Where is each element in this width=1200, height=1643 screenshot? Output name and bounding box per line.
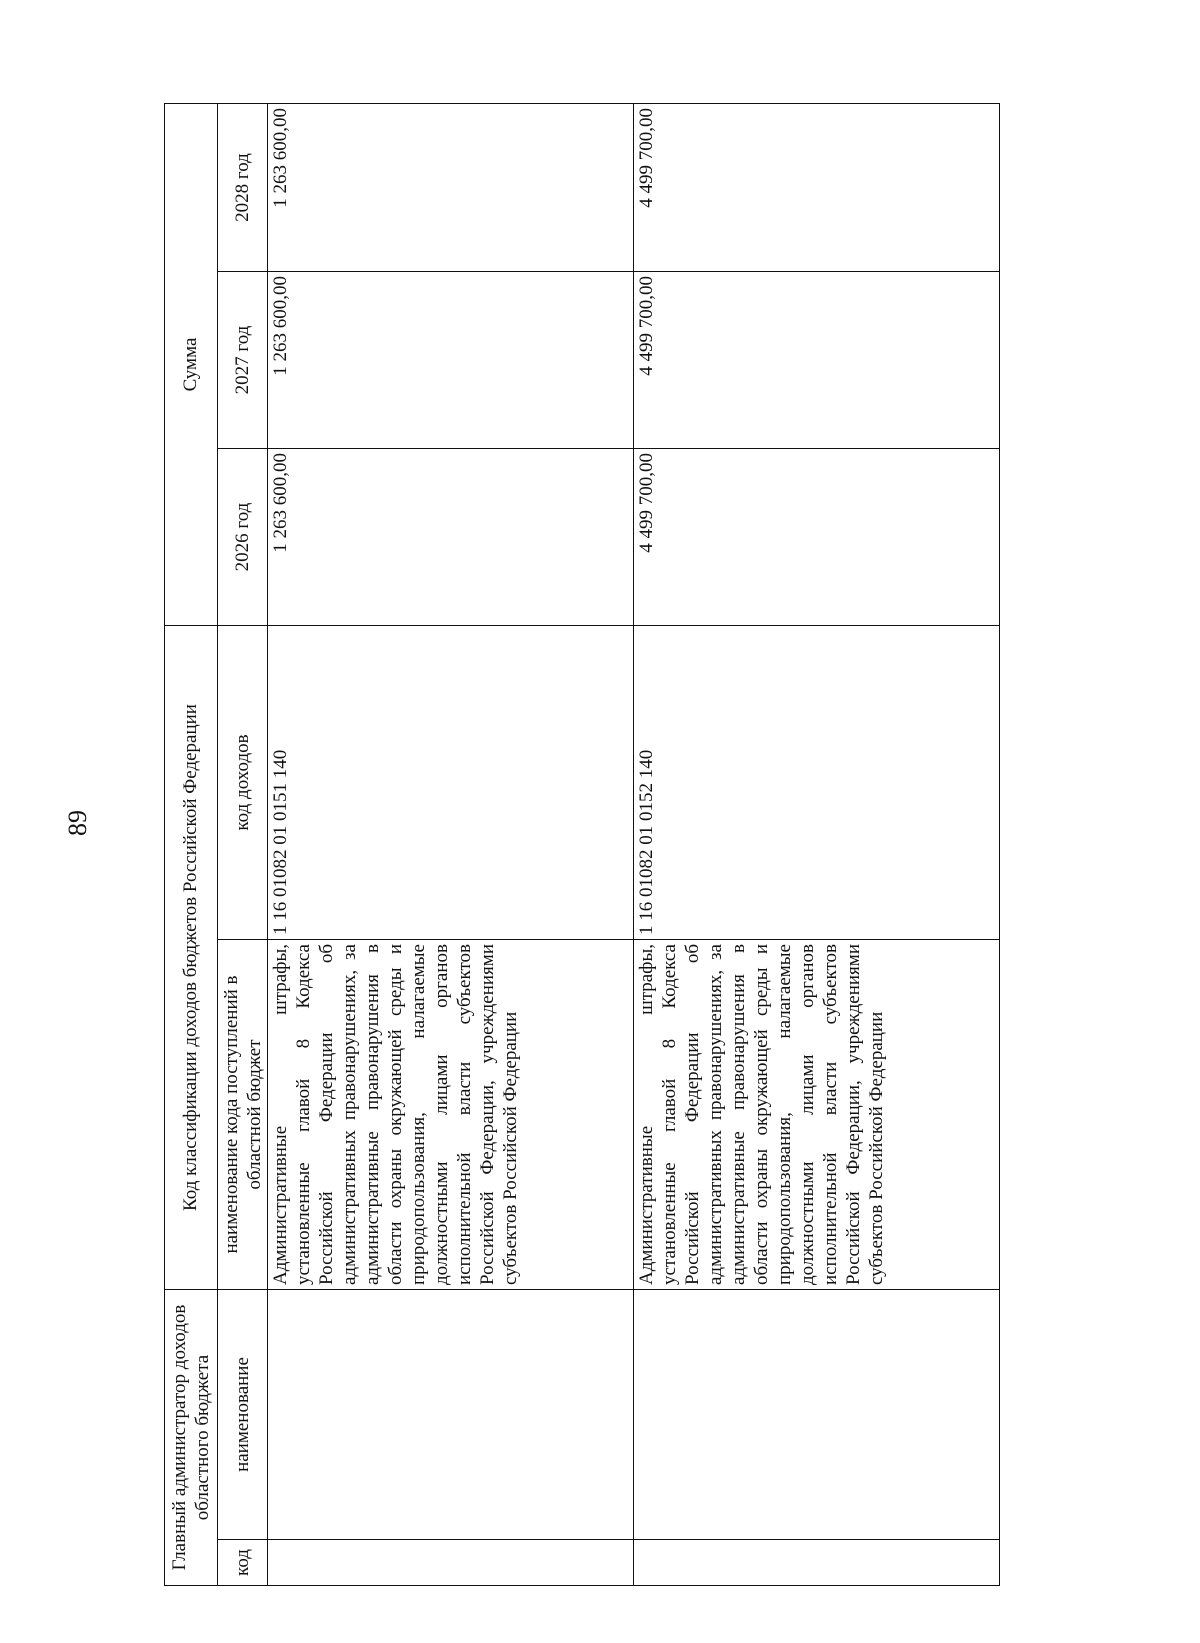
- header-admin-group: Главный администратор доходов областного бюджета: [165, 1290, 218, 1586]
- header-admin-name: наименование: [217, 1290, 268, 1540]
- sum-2028-cell: 1 263 600,00: [268, 104, 634, 272]
- sum-2026-cell: 1 263 600,00: [268, 449, 634, 626]
- admin-code-cell: [268, 1540, 634, 1586]
- income-code-cell: 1 16 01082 01 0152 140: [634, 626, 1000, 940]
- admin-code-cell: [634, 1540, 1000, 1586]
- admin-name-cell: [634, 1290, 1000, 1540]
- income-code-cell: 1 16 01082 01 0151 140: [268, 626, 634, 940]
- revenue-table: [164, 103, 1000, 1586]
- header-year-2026: 2026 год: [217, 449, 268, 626]
- income-name-cell: Административные штрафы, установленные главой 8 Кодекса Российской Федерации об административных правонарушениях, за административные правонарушения в области охраны окружающей среды и природопользования, налагаемые должностными лицами органов исполнительной власти субъектов Российской Федерации, учреждениями субъектов Российской Федерации: [268, 940, 634, 1290]
- header-row-2: [217, 104, 268, 1586]
- rotated-table-container: [164, 104, 1000, 1586]
- header-year-2027: 2027 год: [217, 272, 268, 449]
- sum-2026-cell: 4 499 700,00: [634, 449, 1000, 626]
- header-admin-code: код: [217, 1540, 268, 1586]
- header-income-name: наименование кода поступлений в областной бюджет: [217, 940, 268, 1290]
- admin-name-cell: [268, 1290, 634, 1540]
- header-classification-group: Код классификации доходов бюджетов Российской Федерации: [165, 626, 218, 1290]
- page-number: 89: [63, 810, 92, 836]
- sum-2027-cell: 1 263 600,00: [268, 272, 634, 449]
- header-year-2028: 2028 год: [217, 104, 268, 272]
- sum-2028-cell: 4 499 700,00: [634, 104, 1000, 272]
- income-name-cell: Административные штрафы, установленные главой 8 Кодекса Российской Федерации об административных правонарушениях, за административные правонарушения в области охраны окружающей среды и природопользования, налагаемые должностными лицами органов исполнительной власти субъектов Российской Федерации, учреждениями субъектов Российской Федерации: [634, 940, 1000, 1290]
- header-income-code: код доходов: [217, 626, 268, 940]
- table-row: [634, 104, 1000, 1586]
- table-row: [268, 104, 634, 1586]
- header-sum-group: Сумма: [165, 104, 218, 626]
- sum-2027-cell: 4 499 700,00: [634, 272, 1000, 449]
- header-row-1: [165, 104, 218, 1586]
